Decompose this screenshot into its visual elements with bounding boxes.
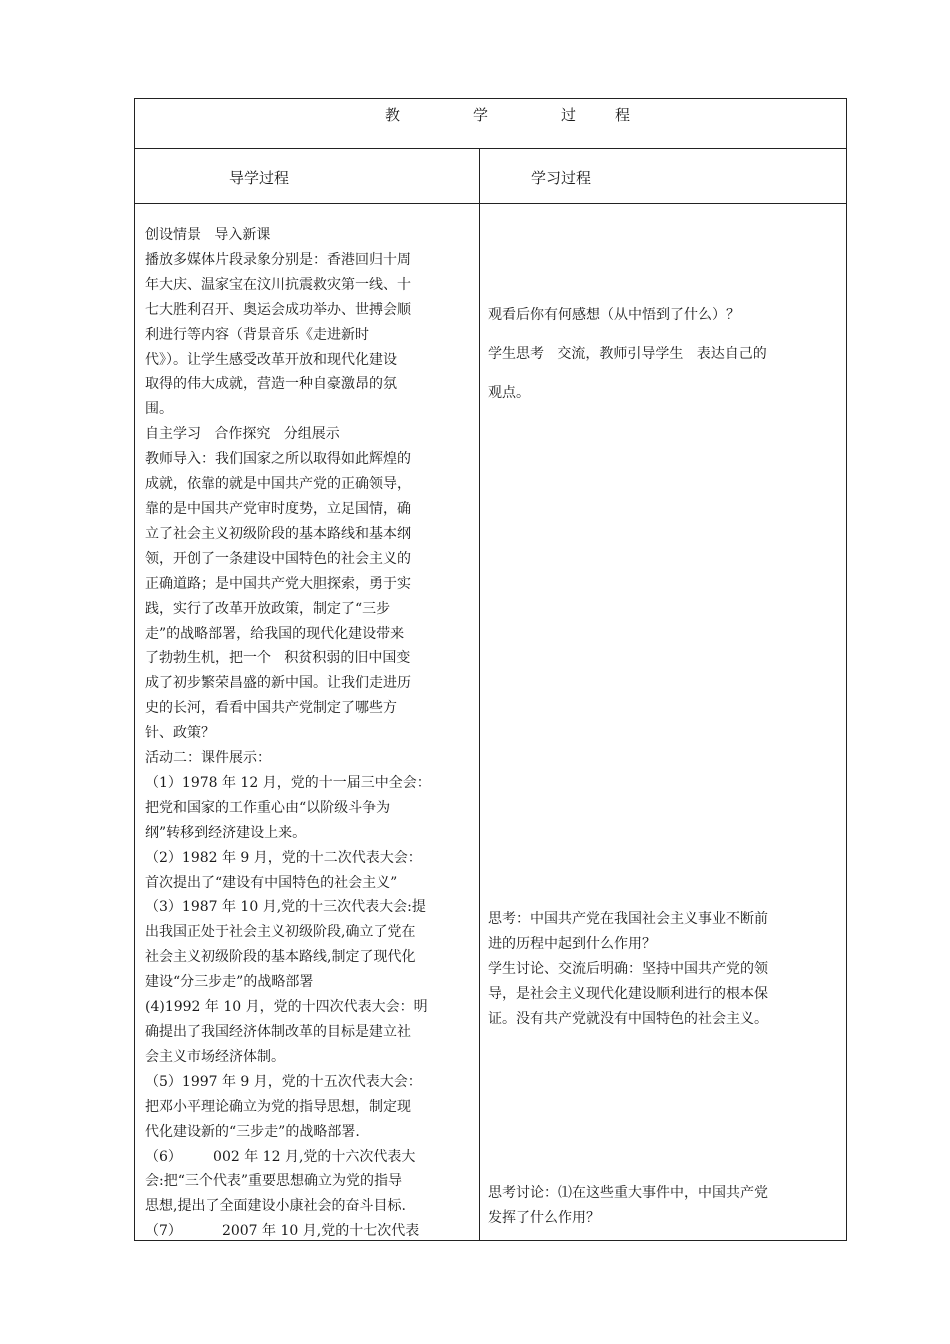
text-line: 观点。 [488, 385, 530, 401]
text-line: 利进行等内容（背景音乐《走进新时 [145, 326, 369, 343]
text-line: 思想,提出了全面建设小康社会的奋斗目标. [145, 1198, 406, 1215]
text-line: 学生讨论、交流后明确：坚持中国共产党的领 [488, 960, 768, 977]
text-line: 思考讨论：⑴在这些重大事件中，中国共产党 [488, 1185, 768, 1201]
text-line: （7） 2007 年 10 月,党的十七次代表 [145, 1223, 420, 1240]
text-line: （5）1997 年 9 月，党的十五次代表大会： [145, 1073, 422, 1090]
text-line: 立了社会主义初级阶段的基本路线和基本纲 [145, 525, 411, 542]
text-line: 把党和国家的工作重心由“以阶级斗争为 [145, 799, 391, 816]
text-line: 确提出了我国经济体制改革的目标是建立社 [145, 1024, 411, 1040]
text-line: 领，开创了一条建设中国特色的社会主义的 [145, 550, 411, 567]
text-line: 纲”转移到经济建设上来。 [145, 824, 307, 841]
text-line: 会:把“三个代表”重要思想确立为党的指导 [145, 1173, 403, 1190]
text-line: 走”的战略部署，给我国的现代化建设带来 [145, 625, 405, 642]
text-line: 年大庆、温家宝在汶川抗震救灾第一线、十 [145, 276, 411, 293]
text-line: 代》）。让学生感受改革开放和现代化建设 [145, 351, 397, 368]
study-block-party-role [488, 907, 840, 1032]
text-line: 靠的是中国共产党审时度势，立足国情，确 [145, 500, 411, 517]
text-line: 取得的伟大成就，营造一种自豪激昂的氛 [145, 376, 397, 393]
title-char: 教 [384, 106, 400, 124]
text-line: 正确道路；是中国共产党大胆探索，勇于实 [145, 575, 411, 592]
text-line: 导，是社会主义现代化建设顺利进行的根本保 [488, 985, 768, 1002]
text-line: 进的历程中起到什么作用？ [488, 935, 656, 952]
text-line: 代化建设新的“三步走”的战略部署. [145, 1123, 360, 1140]
lesson-table [134, 98, 847, 1241]
text-line: 学生思考 交流，教师引导学生 表达自己的 [488, 346, 767, 362]
title-char: 程 [614, 106, 630, 124]
text-line: 史的长河，看看中国共产党制定了哪些方 [145, 700, 397, 717]
text-line: 会主义市场经济体制。 [145, 1048, 285, 1065]
text-line: 出我国正处于社会主义初级阶段,确立了党在 [145, 924, 416, 941]
text-line: 教师导入：我们国家之所以取得如此辉煌的 [145, 451, 411, 468]
title-char: 学 [472, 106, 488, 124]
text-line: 创设情景 导入新课 [145, 227, 271, 243]
title-char: 过 [560, 106, 576, 124]
text-line: 首次提出了“建设有中国特色的社会主义” [145, 874, 398, 891]
col-header-right: 学习过程 [531, 169, 592, 187]
text-line: (4)1992 年 10 月，党的十四次代表大会：明 [145, 999, 428, 1016]
col-header-left: 导学过程 [229, 169, 290, 187]
text-line: 成就，依靠的就是中国共产党的正确领导， [145, 476, 411, 493]
study-block-discussion [488, 1181, 840, 1231]
text-line: 建设“分三步走”的战略部署 [145, 974, 314, 991]
text-line: 活动二：课件展示： [145, 750, 271, 767]
column-header-row [135, 149, 846, 204]
text-line: 了勃勃生机，把一个 积贫积弱的旧中国变 [145, 650, 411, 667]
text-line: 成了初步繁荣昌盛的新中国。让我们走进历 [145, 675, 411, 692]
text-line: 围。 [145, 401, 173, 418]
text-line: （1）1978 年 12 月，党的十一届三中全会： [145, 774, 431, 791]
text-line: 发挥了什么作用？ [488, 1209, 600, 1226]
column-divider [479, 149, 480, 1240]
text-line: 思考：中国共产党在我国社会主义事业不断前 [488, 911, 768, 927]
text-line: 践，实行了改革开放政策，制定了“三步 [145, 600, 391, 617]
table-title [135, 104, 846, 126]
text-line: 观看后你有何感想（从中悟到了什么）？ [488, 307, 740, 323]
text-line: （2）1982 年 9 月，党的十二次代表大会： [145, 849, 422, 866]
text-line: （3）1987 年 10 月,党的十三次代表大会:提 [145, 899, 426, 916]
table-title-row [135, 99, 846, 149]
text-line: 播放多媒体片段录象分别是：香港回归十周 [145, 251, 411, 268]
text-line: 针、政策？ [145, 725, 215, 742]
study-block-reflection [488, 296, 840, 413]
text-line: 七大胜利召开、奥运会成功举办、世搏会顺 [145, 301, 411, 318]
guide-process-column [145, 223, 471, 1244]
text-line: 把邓小平理论确立为党的指导思想，制定现 [145, 1098, 411, 1115]
text-line: 自主学习 合作探究 分组展示 [145, 426, 340, 443]
text-line: （6） 002 年 12 月,党的十六次代表大 [145, 1148, 416, 1165]
text-line: 证。没有共产党就没有中国特色的社会主义。 [488, 1010, 768, 1027]
text-line: 社会主义初级阶段的基本路线,制定了现代化 [145, 949, 416, 966]
